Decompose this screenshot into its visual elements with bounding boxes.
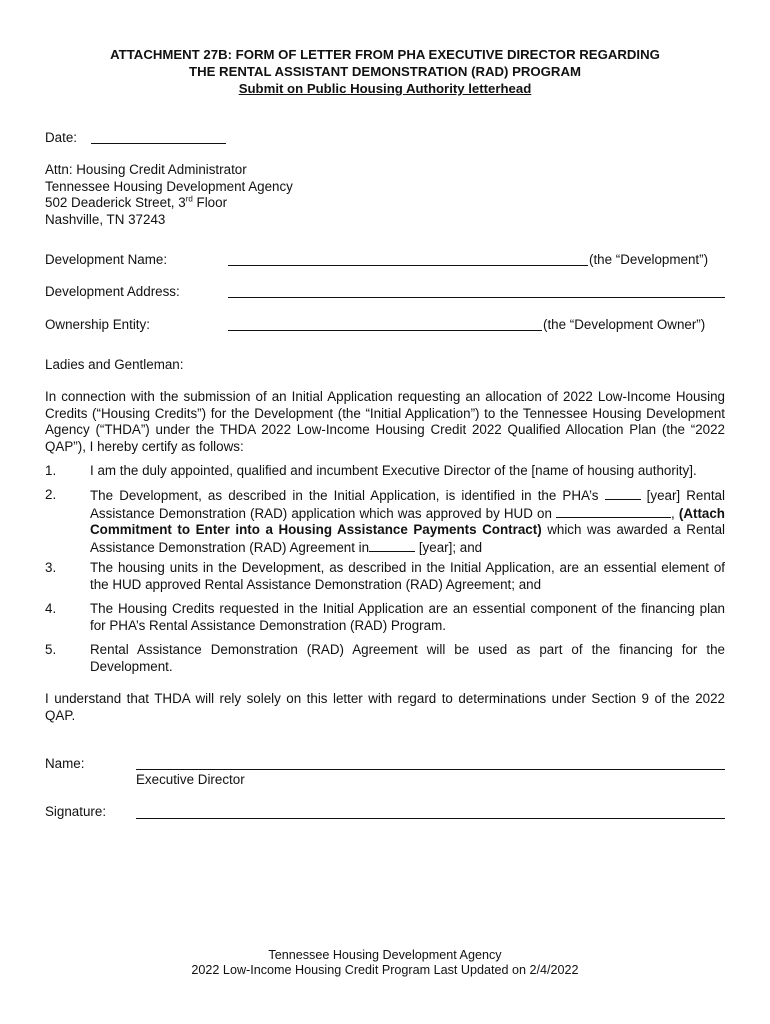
ownership-suffix: (the “Development Owner”): [543, 317, 706, 332]
attn-line: Attn: Housing Credit Administrator: [45, 162, 247, 177]
date-label: Date:: [45, 130, 78, 145]
signature-field[interactable]: [136, 818, 725, 819]
ownership-label: Ownership Entity:: [45, 317, 150, 332]
dev-name-label: Development Name:: [45, 252, 168, 267]
dev-address-field[interactable]: [228, 297, 725, 298]
signer-title: Executive Director: [136, 772, 245, 787]
closing-paragraph: I understand that THDA will rely solely on this letter with regard to determinations under Section 9 of the 2022 QAP.: [45, 691, 725, 723]
letterhead-instruction: Submit on Public Housing Authority letterhead: [238, 81, 532, 96]
signature-label: Signature:: [45, 804, 107, 819]
dev-name-suffix: (the “Development”): [589, 252, 709, 267]
date-row: [45, 130, 77, 147]
footer-program: 2022 Low-Income Housing Credit Program Last Updated on 2/4/2022: [191, 963, 579, 977]
list-item: 3. The housing units in the Development, as described in the Initial Application, are an essential element of the HUD approved Rental Assistance Demonstration (RAD) Agreement; and: [45, 560, 725, 592]
salutation: Ladies and Gentleman:: [45, 357, 184, 372]
list-item: 5. Rental Assistance Demonstration (RAD) Agreement will be used as part of the financing for the Development.: [45, 642, 725, 674]
attachment-title: ATTACHMENT 27B: FORM OF LETTER FROM PHA EXECUTIVE DIRECTOR REGARDING: [110, 47, 660, 62]
pha-year-field[interactable]: [605, 487, 641, 500]
date-field[interactable]: [91, 143, 226, 144]
agency-line: Tennessee Housing Development Agency: [45, 178, 293, 194]
footer-agency: Tennessee Housing Development Agency: [268, 948, 502, 962]
list-item: 4. The Housing Credits requested in the Initial Application are an essential component of the financing plan for PHA’s Rental Assistance Demonstration (RAD) Program.: [45, 601, 725, 633]
program-title: THE RENTAL ASSISTANT DEMONSTRATION (RAD) PROGRAM: [189, 64, 581, 79]
name-field[interactable]: [136, 769, 725, 770]
rad-award-year-field[interactable]: [369, 539, 415, 552]
recipient-address: [45, 162, 293, 228]
name-label: Name:: [45, 756, 85, 771]
ownership-field[interactable]: [228, 330, 542, 331]
city-line: Nashville, TN 37243: [45, 211, 166, 227]
street-line: 502 Deaderick Street, 3rd Floor: [45, 194, 228, 210]
list-item: 2. The Development, as described in the Initial Application, is identified in the PHA’s [year] Rental Assistance Demonstration (RAD) application which was approved by HUD on , (Attach Commitment to Enter into a Housing Assistance Payments Contract) which was awarded a Rental Assistance Demonstration (RAD) Agreement in [year]; and: [45, 487, 725, 555]
list-item: 1. I am the duly appointed, qualified and incumbent Executive Director of the [name of housing authority].: [45, 463, 697, 478]
intro-paragraph: In connection with the submission of an Initial Application requesting an allocation of 2022 Low-Income Housing Credits (“Housing Credits”) for the Development (the “Initial Application”) to the Tennessee Housing Development Agency (“THDA”) under the THDA 2022 Low-Income Housing Credit 2022 Qualified Allocation Plan (the “2022 QAP”), I hereby certify as follows:: [45, 389, 725, 454]
dev-address-label: Development Address:: [45, 284, 180, 299]
dev-name-field[interactable]: [228, 265, 588, 266]
hud-approval-date-field[interactable]: [556, 505, 671, 518]
